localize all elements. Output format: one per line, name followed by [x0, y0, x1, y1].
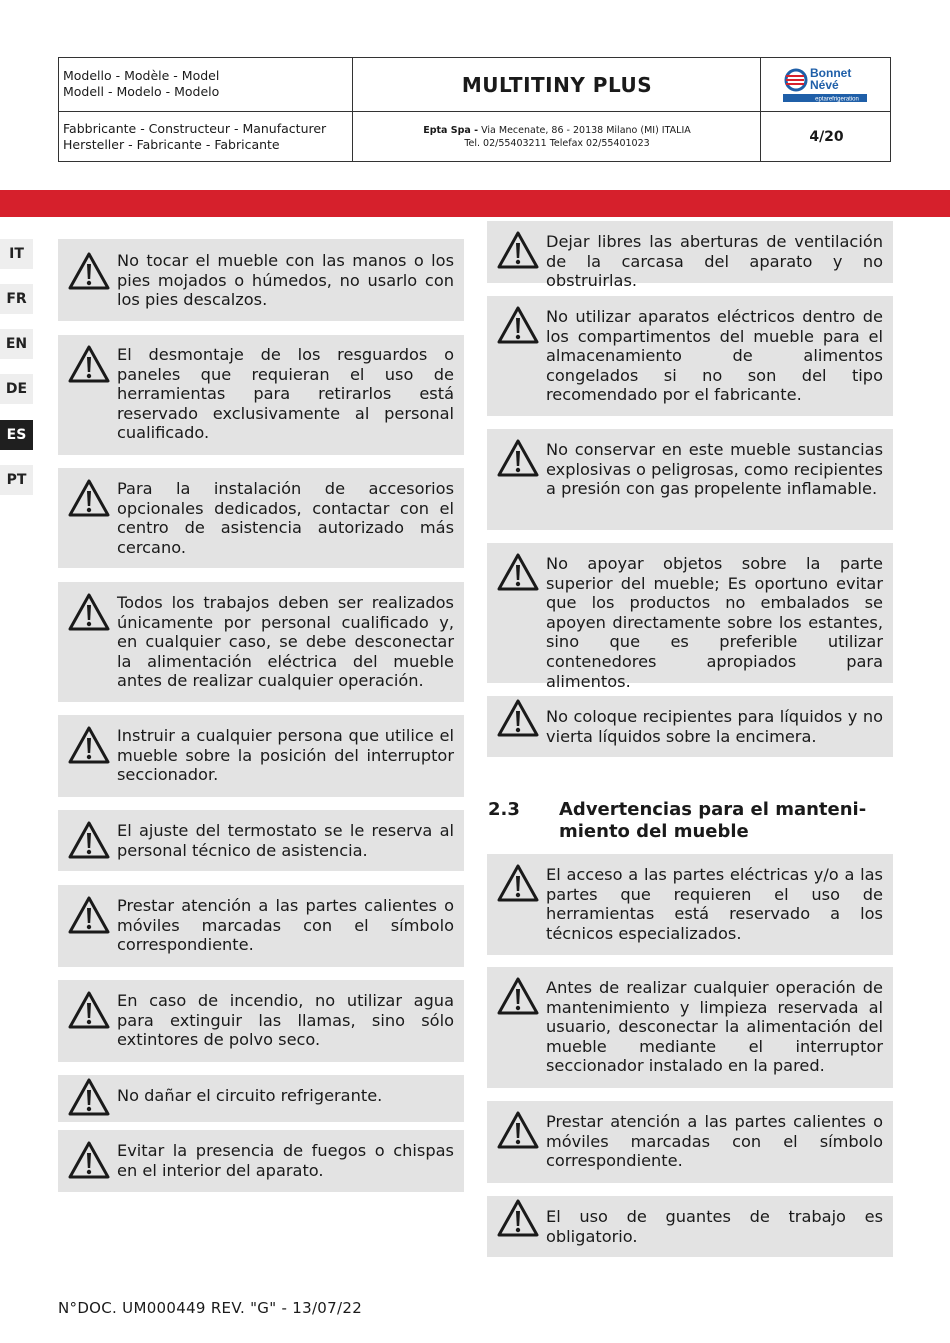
warning-triangle-icon	[67, 1077, 111, 1117]
logo-line2: Névé	[809, 77, 839, 92]
warning-triangle-icon	[67, 1140, 111, 1180]
language-tab-fr[interactable]: FR	[0, 284, 33, 314]
manufacturer-label	[63, 121, 326, 153]
warning-text: No conservar en este mueble sustancias explosivas o peligrosas, como recipientes a presión con gas propelente inflamable.	[546, 440, 883, 499]
warning-box	[58, 1130, 464, 1192]
warning-text: El ajuste del termostato se le reserva al personal técnico de asistencia.	[117, 821, 454, 860]
warning-text: El desmontaje de los resguardos o paneles que requieran el uso de herramientas para retirarlos está reservado exclusivamente al personal cualificado.	[117, 345, 454, 443]
warning-text: Prestar atención a las partes calientes o móviles marcadas con el símbolo correspondiente.	[546, 1112, 883, 1171]
warning-triangle-icon	[67, 478, 111, 518]
warning-triangle-icon	[496, 552, 540, 592]
warning-text: En caso de incendio, no utilizar agua para extinguir las llamas, sino sólo extintores de polvo seco.	[117, 991, 454, 1050]
warning-box	[58, 715, 464, 797]
manufacturer-label-line1: Fabbricante - Constructeur - Manufacturer	[63, 121, 327, 136]
warning-triangle-icon	[496, 863, 540, 903]
manufacturer-info	[353, 112, 761, 162]
document-number-footer: N°DOC. UM000449 REV. "G" - 13/07/22	[58, 1299, 363, 1317]
warning-text: El uso de guantes de trabajo es obligatorio.	[546, 1207, 883, 1246]
language-tab-en[interactable]: EN	[0, 329, 33, 359]
warning-triangle-icon	[496, 1110, 540, 1150]
warning-box	[487, 543, 893, 691]
warning-box	[487, 1101, 893, 1183]
warning-triangle-icon	[67, 895, 111, 935]
model-label-line2: Modell - Modelo - Modelo	[63, 84, 220, 99]
model-label	[63, 68, 219, 100]
warning-text: Para la instalación de accesorios opcionales dedicados, contactar con el centro de asistencia autorizado más cercano.	[117, 479, 454, 557]
warning-box	[58, 582, 464, 702]
language-tab-es[interactable]: ES	[0, 420, 33, 450]
bonnet-neve-logo-icon	[783, 65, 871, 105]
company-name: Epta Spa -	[423, 125, 479, 136]
warning-text: Antes de realizar cualquier operación de mantenimiento y limpieza reservada al usuario, desconectar la alimentación del mueble mediante el interruptor seccionador instalado en la pared.	[546, 978, 883, 1076]
warning-box	[487, 1196, 893, 1257]
warning-triangle-icon	[67, 990, 111, 1030]
logo-line1: Bonnet	[809, 65, 851, 80]
warning-box	[487, 296, 893, 416]
warning-triangle-icon	[496, 230, 540, 270]
warning-triangle-icon	[67, 725, 111, 765]
warning-box	[487, 429, 893, 530]
warning-triangle-icon	[496, 976, 540, 1016]
warning-box	[58, 885, 464, 967]
page-number: 4/20	[809, 129, 844, 145]
warning-box	[58, 239, 464, 321]
section-title: Advertencias para el manteni-miento del mueble	[559, 799, 867, 842]
warning-triangle-icon	[67, 820, 111, 860]
company-address: Via Mecenate, 86 - 20138 Milano (MI) ITALIA	[478, 125, 691, 136]
language-tab-pt[interactable]: PT	[0, 465, 33, 495]
model-title: MULTITINY PLUS	[461, 72, 653, 97]
warning-triangle-icon	[496, 438, 540, 478]
language-tab-de[interactable]: DE	[0, 374, 33, 404]
warning-box	[487, 696, 893, 757]
document-header-table	[58, 57, 891, 162]
red-divider-bar	[0, 190, 950, 217]
brand-logo	[761, 58, 892, 111]
warning-box	[58, 980, 464, 1062]
model-label-line1: Modello - Modèle - Model	[63, 68, 220, 83]
warning-box	[58, 468, 464, 568]
section-number: 2.3	[488, 799, 520, 820]
warning-text: Prestar atención a las partes calientes o móviles marcadas con el símbolo correspondiente.	[117, 896, 454, 955]
warning-text: No tocar el mueble con las manos o los pies mojados o húmedos, no usarlo con los pies descalzos.	[117, 251, 454, 310]
warning-triangle-icon	[496, 698, 540, 738]
warning-triangle-icon	[67, 592, 111, 632]
logo-line3: eptarefrigeration	[814, 96, 859, 102]
manufacturer-label-line2: Hersteller - Fabricante - Fabricante	[63, 137, 280, 152]
warning-box	[58, 335, 464, 455]
warning-triangle-icon	[496, 305, 540, 345]
warning-box	[487, 854, 893, 955]
warning-text: Evitar la presencia de fuegos o chispas en el interior del aparato.	[117, 1141, 454, 1180]
warning-text: Todos los trabajos deben ser realizados únicamente por personal cualificado y, en cualquier caso, se debe desconectar la alimentación eléctrica del mueble antes de realizar cualquier operación.	[117, 593, 454, 691]
warning-text: Dejar libres las aberturas de ventilación de la carcasa del aparato y no obstruirlas.	[546, 232, 883, 291]
warning-text: El acceso a las partes eléctricas y/o a las partes que requieren el uso de herramientas está reservado a los técnicos especializados.	[546, 865, 883, 943]
warning-text: Instruir a cualquier persona que utilice el mueble sobre la posición del interruptor seccionador.	[117, 726, 454, 785]
warning-text: No apoyar objetos sobre la parte superior del mueble; Es oportuno evitar que los productos no embalados se apoyen directamente sobre los estantes, sino que es preferible utilizar contenedores apropiados para alimentos.	[546, 554, 883, 691]
warning-text: No dañar el circuito refrigerante.	[117, 1086, 383, 1105]
warning-box	[58, 810, 464, 871]
warning-triangle-icon	[67, 344, 111, 384]
warning-box	[487, 221, 893, 291]
warning-text: No utilizar aparatos eléctricos dentro de los compartimentos del mueble para el almacenamiento de alimentos congelados si no son del tipo recomendado por el fabricante.	[546, 307, 883, 405]
warning-text: No coloque recipientes para líquidos y no vierta líquidos sobre la encimera.	[546, 707, 883, 746]
company-phone: Tel. 02/55403211 Telefax 02/55401023	[464, 138, 650, 149]
warning-box	[487, 967, 893, 1088]
warning-box	[58, 1075, 464, 1122]
warning-triangle-icon	[496, 1198, 540, 1238]
warning-triangle-icon	[67, 251, 111, 291]
language-tab-it[interactable]: IT	[0, 239, 33, 269]
